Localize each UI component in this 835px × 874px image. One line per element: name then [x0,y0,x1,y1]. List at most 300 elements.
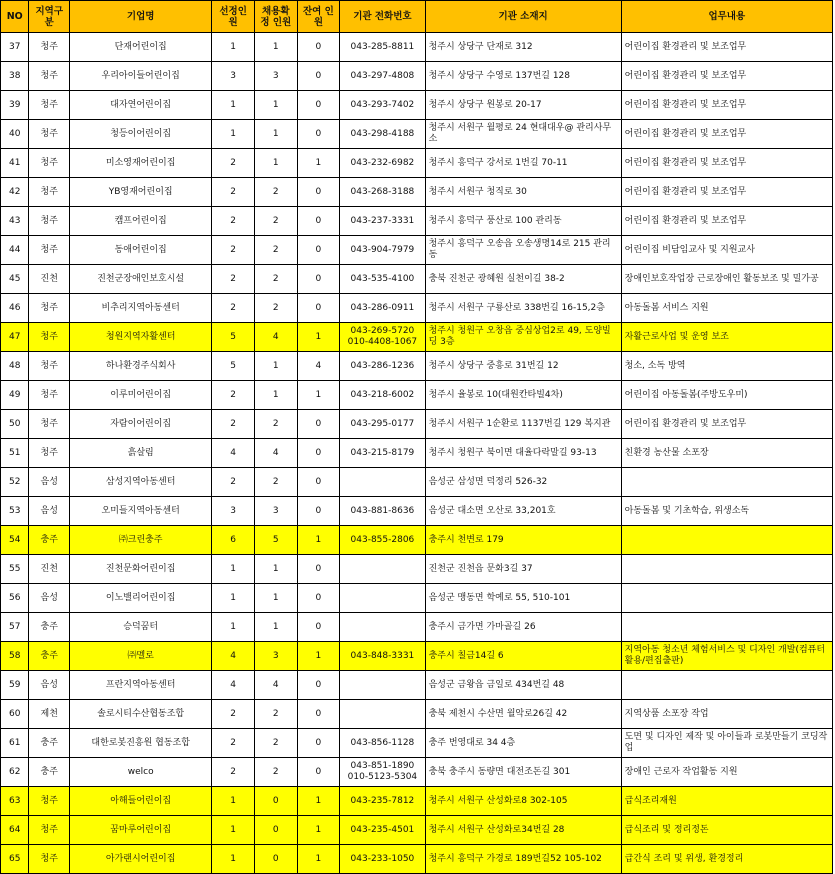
cell-company: 대한로봇진흥원 협동조합 [70,729,212,758]
cell-phone: 043-269-5720 010-4408-1067 [340,323,425,352]
cell-address: 청주시 청원구 오창읍 중심상업2로 49, 도양빌딩 3층 [425,323,621,352]
cell-no: 63 [1,787,29,816]
cell-region: 충주 [29,526,70,555]
cell-remaining: 0 [297,33,340,62]
cell-selected: 2 [212,294,255,323]
table-row [1,816,833,845]
cell-remaining: 0 [297,700,340,729]
cell-region: 청주 [29,294,70,323]
cell-hired: 2 [254,207,297,236]
cell-address: 청주시 흥덕구 가경로 189번길52 105-102 [425,845,621,874]
cell-no: 53 [1,497,29,526]
cell-phone: 043-297-4808 [340,62,425,91]
cell-phone: 043-285-8811 [340,33,425,62]
table-row [1,613,833,642]
cell-no: 61 [1,729,29,758]
cell-phone: 043-286-0911 [340,294,425,323]
cell-company: ㈜크린충주 [70,526,212,555]
cell-address: 음성군 금왕읍 금일로 434번길 48 [425,671,621,700]
cell-remaining: 0 [297,207,340,236]
cell-selected: 3 [212,497,255,526]
cell-address: 청주시 흥덕구 풍산로 100 관리동 [425,207,621,236]
cell-hired: 1 [254,381,297,410]
cell-address: 충북 진천군 광혜원 실천이길 38-2 [425,265,621,294]
cell-hired: 1 [254,91,297,120]
cell-region: 청주 [29,439,70,468]
cell-address: 청주시 상당구 수영로 137번길 128 [425,62,621,91]
cell-remaining: 0 [297,91,340,120]
cell-hired: 2 [254,700,297,729]
table-row [1,439,833,468]
cell-phone: 043-233-1050 [340,845,425,874]
cell-no: 50 [1,410,29,439]
cell-remaining: 0 [297,294,340,323]
cell-remaining: 1 [297,642,340,671]
cell-hired: 3 [254,642,297,671]
cell-no: 55 [1,555,29,584]
cell-selected: 2 [212,207,255,236]
table-row [1,323,833,352]
cell-remaining: 1 [297,845,340,874]
cell-remaining: 0 [297,62,340,91]
cell-selected: 1 [212,787,255,816]
table-row [1,352,833,381]
table-row [1,91,833,120]
cell-address: 음성군 맹동면 학예로 55, 510-101 [425,584,621,613]
cell-phone [340,468,425,497]
cell-task: 어린이집 환경관리 및 보조업무 [621,91,832,120]
cell-task: 지역아동 청소년 체험서비스 및 디자인 개발(컴퓨터활용/편집출판) [621,642,832,671]
cell-phone: 043-904-7979 [340,236,425,265]
table-row [1,120,833,149]
cell-phone: 043-293-7402 [340,91,425,120]
cell-task: 급식조리 및 정리정돈 [621,816,832,845]
cell-hired: 1 [254,584,297,613]
cell-company: 프란지역아동센터 [70,671,212,700]
cell-remaining: 1 [297,787,340,816]
cell-remaining: 0 [297,439,340,468]
cell-hired: 2 [254,729,297,758]
cell-remaining: 0 [297,584,340,613]
table-row [1,468,833,497]
cell-remaining: 0 [297,265,340,294]
cell-region: 청주 [29,33,70,62]
header-no: NO [1,1,29,33]
cell-task [621,671,832,700]
table-row [1,555,833,584]
table-row [1,758,833,787]
cell-phone: 043-235-4501 [340,816,425,845]
cell-no: 47 [1,323,29,352]
cell-remaining: 0 [297,555,340,584]
table-row [1,845,833,874]
cell-hired: 4 [254,323,297,352]
header-phone: 기관 전화번호 [340,1,425,33]
cell-selected: 4 [212,671,255,700]
cell-phone: 043-268-3188 [340,178,425,207]
table-row [1,700,833,729]
cell-no: 43 [1,207,29,236]
table-row [1,178,833,207]
cell-selected: 2 [212,149,255,178]
cell-hired: 2 [254,265,297,294]
cell-address: 충주시 금가면 가마골길 26 [425,613,621,642]
cell-company: 이노밸리어린이집 [70,584,212,613]
cell-region: 충주 [29,729,70,758]
cell-hired: 1 [254,120,297,149]
cell-region: 제천 [29,700,70,729]
cell-hired: 4 [254,671,297,700]
cell-region: 진천 [29,555,70,584]
cell-selected: 1 [212,816,255,845]
table-row [1,294,833,323]
table-row [1,671,833,700]
cell-hired: 1 [254,613,297,642]
cell-region: 충주 [29,758,70,787]
cell-no: 60 [1,700,29,729]
cell-region: 청주 [29,787,70,816]
cell-task [621,555,832,584]
cell-hired: 2 [254,758,297,787]
cell-selected: 3 [212,62,255,91]
cell-company: 청원지역자활센터 [70,323,212,352]
cell-region: 청주 [29,410,70,439]
cell-no: 38 [1,62,29,91]
cell-remaining: 0 [297,120,340,149]
cell-phone: 043-218-6002 [340,381,425,410]
cell-selected: 1 [212,845,255,874]
table-row [1,497,833,526]
cell-selected: 5 [212,323,255,352]
cell-phone [340,671,425,700]
table-row [1,265,833,294]
cell-no: 41 [1,149,29,178]
cell-region: 청주 [29,381,70,410]
cell-region: 청주 [29,178,70,207]
cell-task: 친환경 농산물 소포장 [621,439,832,468]
cell-phone [340,700,425,729]
cell-hired: 0 [254,787,297,816]
header-task: 업무내용 [621,1,832,33]
cell-no: 45 [1,265,29,294]
cell-address: 충주 번영대로 34 4층 [425,729,621,758]
cell-task: 어린이집 환경관리 및 보조업무 [621,178,832,207]
cell-task: 지역상품 소포장 작업 [621,700,832,729]
cell-region: 청주 [29,149,70,178]
cell-selected: 2 [212,410,255,439]
cell-no: 49 [1,381,29,410]
cell-hired: 1 [254,555,297,584]
table-row [1,149,833,178]
cell-selected: 1 [212,555,255,584]
cell-phone: 043-848-3331 [340,642,425,671]
cell-company: 자람이어린이집 [70,410,212,439]
cell-company: 단재어린이집 [70,33,212,62]
cell-region: 충주 [29,613,70,642]
cell-hired: 2 [254,236,297,265]
cell-company: 우리아이들어린이집 [70,62,212,91]
table-row [1,381,833,410]
cell-selected: 2 [212,265,255,294]
table-row [1,642,833,671]
cell-region: 청주 [29,91,70,120]
cell-remaining: 0 [297,758,340,787]
header-company: 기업명 [70,1,212,33]
cell-company: 흙살림 [70,439,212,468]
table-row [1,62,833,91]
cell-task: 장애인보호작업장 근로장애인 활동보조 및 밀가공 [621,265,832,294]
cell-company: 하나환경주식회사 [70,352,212,381]
header-address: 기관 소재지 [425,1,621,33]
cell-company: 삼성지역아동센터 [70,468,212,497]
cell-address: 진천군 진천읍 문화3길 37 [425,555,621,584]
cell-company: 아가랜시어린이집 [70,845,212,874]
cell-task: 어린이집 아동돌봄(주방도우미) [621,381,832,410]
header-row [1,1,833,33]
cell-address: 청주시 흥덕구 강서로 1번길 70-11 [425,149,621,178]
cell-task: 아동돌봄 서비스 지원 [621,294,832,323]
cell-address: 충북 제천시 수산면 월악로26길 42 [425,700,621,729]
cell-company: ㈜멜로 [70,642,212,671]
cell-no: 57 [1,613,29,642]
cell-selected: 2 [212,381,255,410]
cell-task: 도면 및 디자인 제작 및 아이들과 로봇만들기 코딩작업 [621,729,832,758]
cell-task: 청소, 소독 방역 [621,352,832,381]
cell-selected: 4 [212,642,255,671]
cell-no: 59 [1,671,29,700]
cell-remaining: 0 [297,468,340,497]
cell-company: 오미들지역아동센터 [70,497,212,526]
cell-company: 승덕꿈터 [70,613,212,642]
cell-phone: 043-286-1236 [340,352,425,381]
cell-selected: 2 [212,178,255,207]
cell-selected: 4 [212,439,255,468]
cell-phone: 043-856-1128 [340,729,425,758]
header-selected: 선정인원 [212,1,255,33]
cell-hired: 0 [254,845,297,874]
header-remaining: 잔여 인원 [297,1,340,33]
cell-task [621,584,832,613]
cell-selected: 2 [212,236,255,265]
cell-phone: 043-851-1890 010-5123-5304 [340,758,425,787]
cell-selected: 2 [212,758,255,787]
cell-remaining: 0 [297,613,340,642]
cell-company: 솔로시티수산협동조합 [70,700,212,729]
cell-phone [340,613,425,642]
cell-company: 진천문화어린이집 [70,555,212,584]
cell-region: 충주 [29,642,70,671]
cell-selected: 1 [212,120,255,149]
cell-company: 꿈마루어린이집 [70,816,212,845]
cell-task: 자활근로사업 및 운영 보조 [621,323,832,352]
cell-address: 충북 충주시 동량면 대전조돈길 301 [425,758,621,787]
cell-address: 청주시 서원구 산성화로8 302-105 [425,787,621,816]
cell-task: 장애인 근로자 작업활동 지원 [621,758,832,787]
cell-selected: 1 [212,91,255,120]
table-row [1,207,833,236]
cell-region: 청주 [29,352,70,381]
cell-no: 56 [1,584,29,613]
cell-address: 청주시 상당구 중흥로 31번길 12 [425,352,621,381]
cell-region: 음성 [29,671,70,700]
cell-remaining: 1 [297,323,340,352]
table-row [1,33,833,62]
cell-remaining: 1 [297,149,340,178]
cell-company: welco [70,758,212,787]
cell-hired: 1 [254,352,297,381]
cell-task: 어린이집 비담임교사 및 지원교사 [621,236,832,265]
cell-hired: 5 [254,526,297,555]
cell-selected: 2 [212,468,255,497]
cell-remaining: 1 [297,816,340,845]
cell-phone: 043-855-2806 [340,526,425,555]
cell-no: 62 [1,758,29,787]
cell-region: 진천 [29,265,70,294]
cell-task: 어린이집 환경관리 및 보조업무 [621,207,832,236]
cell-phone: 043-215-8179 [340,439,425,468]
cell-task [621,468,832,497]
cell-region: 청주 [29,62,70,91]
cell-address: 충주시 칠금14길 6 [425,642,621,671]
cell-no: 58 [1,642,29,671]
cell-region: 청주 [29,120,70,149]
cell-phone: 043-235-7812 [340,787,425,816]
cell-address: 청주시 율봉로 10(대원칸타빌4차) [425,381,621,410]
cell-selected: 1 [212,613,255,642]
cell-hired: 2 [254,468,297,497]
cell-no: 37 [1,33,29,62]
table-row [1,410,833,439]
cell-task: 어린이집 환경관리 및 보조업무 [621,62,832,91]
cell-remaining: 0 [297,178,340,207]
table-row [1,526,833,555]
cell-remaining: 4 [297,352,340,381]
cell-hired: 3 [254,497,297,526]
cell-address: 청주시 서원구 1순환로 1137번길 129 복지관 [425,410,621,439]
cell-region: 청주 [29,816,70,845]
cell-hired: 2 [254,294,297,323]
cell-no: 64 [1,816,29,845]
cell-hired: 2 [254,410,297,439]
cell-selected: 2 [212,700,255,729]
cell-region: 청주 [29,323,70,352]
cell-address: 청주시 흥덕구 오송읍 오송생명14로 215 관리동 [425,236,621,265]
cell-selected: 1 [212,584,255,613]
cell-address: 청주시 서원구 청직로 30 [425,178,621,207]
cell-remaining: 1 [297,526,340,555]
cell-address: 청주시 서원구 구룡산로 338번길 16-15,2층 [425,294,621,323]
cell-company: 미소영재어린이집 [70,149,212,178]
table-row [1,787,833,816]
cell-region: 청주 [29,236,70,265]
cell-address: 청주시 상당구 원봉로 20-17 [425,91,621,120]
cell-no: 54 [1,526,29,555]
cell-no: 52 [1,468,29,497]
cell-task: 어린이집 환경관리 및 보조업무 [621,410,832,439]
cell-address: 충주시 천변로 179 [425,526,621,555]
cell-task: 급간식 조리 및 위생, 환경정리 [621,845,832,874]
cell-task: 아동돌봄 및 기초학습, 위생소독 [621,497,832,526]
cell-hired: 4 [254,439,297,468]
cell-phone: 043-298-4188 [340,120,425,149]
table-row [1,729,833,758]
header-hired: 채용확정 인원 [254,1,297,33]
table-row [1,236,833,265]
cell-selected: 2 [212,729,255,758]
cell-address: 청주시 서원구 월평로 24 현대대우@ 관리사무소 [425,120,621,149]
header-region: 지역구분 [29,1,70,33]
cell-selected: 5 [212,352,255,381]
cell-company: 동애어린이집 [70,236,212,265]
table-body [1,33,833,874]
cell-region: 음성 [29,584,70,613]
cell-region: 음성 [29,468,70,497]
cell-phone [340,555,425,584]
cell-region: 청주 [29,207,70,236]
cell-selected: 1 [212,33,255,62]
cell-hired: 2 [254,178,297,207]
cell-task: 급식조리재원 [621,787,832,816]
cell-no: 65 [1,845,29,874]
cell-address: 청주시 청원구 북이면 대율다락말길 93-13 [425,439,621,468]
cell-address: 청주시 상당구 단재로 312 [425,33,621,62]
cell-task: 어린이집 환경관리 및 보조업무 [621,149,832,178]
cell-company: 진천군장애인보호시설 [70,265,212,294]
cell-company: 아해들어린이집 [70,787,212,816]
cell-task [621,613,832,642]
cell-remaining: 0 [297,410,340,439]
cell-no: 40 [1,120,29,149]
cell-hired: 3 [254,62,297,91]
cell-address: 청주시 서원구 산성화로34번길 28 [425,816,621,845]
cell-task: 어린이집 환경관리 및 보조업무 [621,33,832,62]
cell-company: 비추리지역아동센터 [70,294,212,323]
cell-address: 음성군 삼성면 덕정리 526-32 [425,468,621,497]
cell-task [621,526,832,555]
cell-company: 청등이어린이집 [70,120,212,149]
cell-phone: 043-237-3331 [340,207,425,236]
cell-remaining: 1 [297,381,340,410]
cell-remaining: 0 [297,671,340,700]
cell-phone [340,584,425,613]
table-row [1,584,833,613]
cell-no: 51 [1,439,29,468]
cell-region: 청주 [29,845,70,874]
cell-phone: 043-295-0177 [340,410,425,439]
cell-phone: 043-535-4100 [340,265,425,294]
cell-no: 42 [1,178,29,207]
cell-task: 어린이집 환경관리 및 보조업무 [621,120,832,149]
cell-no: 39 [1,91,29,120]
cell-company: 캠프어린이집 [70,207,212,236]
cell-address: 음성군 대소면 오산로 33,201호 [425,497,621,526]
cell-remaining: 0 [297,729,340,758]
cell-company: 대자연어린이집 [70,91,212,120]
cell-no: 44 [1,236,29,265]
cell-no: 46 [1,294,29,323]
cell-phone: 043-232-6982 [340,149,425,178]
cell-no: 48 [1,352,29,381]
cell-selected: 6 [212,526,255,555]
cell-hired: 0 [254,816,297,845]
cell-company: 이루미어린이집 [70,381,212,410]
cell-hired: 1 [254,33,297,62]
cell-hired: 1 [254,149,297,178]
cell-remaining: 0 [297,236,340,265]
cell-company: YB영재어린이집 [70,178,212,207]
cell-phone: 043-881-8636 [340,497,425,526]
cell-region: 음성 [29,497,70,526]
